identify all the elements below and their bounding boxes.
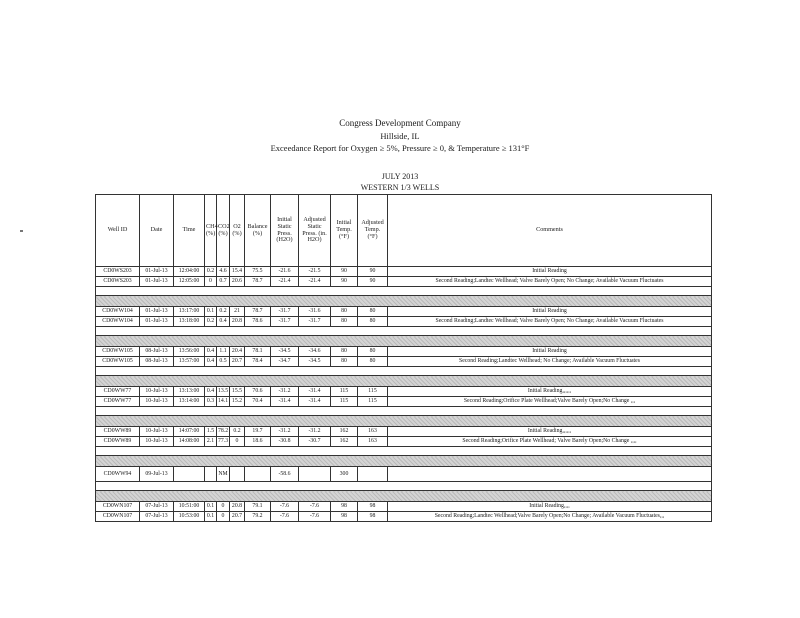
report-title: Exceedance Report for Oxygen ≥ 5%, Pressure ≥ 0, & Temperature ≥ 131°F — [270, 143, 530, 153]
adjusted-static-press-cell: -30.7 — [299, 437, 331, 447]
adjusted-static-press-cell: -31.4 — [299, 397, 331, 407]
o2-cell: 20.6 — [230, 277, 245, 287]
o2-cell: 20.7 — [230, 357, 245, 367]
well-id-cell: CD0WN107 — [96, 512, 140, 522]
adjusted-static-press-cell: -31.4 — [299, 387, 331, 397]
time-cell: 13:56:00 — [174, 347, 205, 357]
time-cell: 14:08:00 — [174, 437, 205, 447]
well-id-cell: CD0WW105 — [96, 347, 140, 357]
o2-cell: 15.2 — [230, 397, 245, 407]
well-id-cell: CD0WW77 — [96, 397, 140, 407]
blank-cell — [96, 367, 712, 376]
date-cell: 08-Jul-13 — [140, 357, 174, 367]
well-id-cell: CD0WW105 — [96, 357, 140, 367]
ch4-cell — [205, 467, 217, 482]
separator-row — [96, 491, 712, 502]
table-row — [96, 502, 712, 512]
comment-cell: Second Reading;Orifice Plate Wellhead;Valve Barely Open;No Change ,,, — [388, 397, 712, 407]
balance-cell: 70.6 — [245, 387, 271, 397]
col-header-ch4: CH4 (%) — [205, 195, 217, 267]
ch4-cell: 0.1 — [205, 502, 217, 512]
comment-cell: Initial Reading — [388, 347, 712, 357]
co2-cell: 0.2 — [217, 307, 230, 317]
balance-cell: 78.4 — [245, 357, 271, 367]
initial-temp-cell: 80 — [331, 357, 358, 367]
o2-cell: 0.2 — [230, 427, 245, 437]
comment-cell: Second Reading;Landtec Wellhead; No Change; Available Vacuum Fluctuates — [388, 357, 712, 367]
time-cell: 12:04:00 — [174, 267, 205, 277]
initial-static-press-cell: -31.4 — [271, 397, 299, 407]
initial-temp-cell: 90 — [331, 277, 358, 287]
initial-temp-cell: 80 — [331, 347, 358, 357]
ch4-cell: 0.1 — [205, 307, 217, 317]
co2-cell: NM — [217, 467, 230, 482]
initial-temp-cell: 80 — [331, 317, 358, 327]
separator-row — [96, 416, 712, 427]
o2-cell: 15.4 — [230, 267, 245, 277]
blank-row — [96, 482, 712, 491]
blank-row — [96, 367, 712, 376]
time-cell: 14:07:00 — [174, 427, 205, 437]
adjusted-temp-cell: 80 — [358, 357, 388, 367]
col-header-time: Time — [174, 195, 205, 267]
col-header-co2: CO2 (%) — [217, 195, 230, 267]
initial-static-press-cell: -31.7 — [271, 307, 299, 317]
balance-cell: 75.5 — [245, 267, 271, 277]
adjusted-temp-cell: 115 — [358, 387, 388, 397]
balance-cell: 18.6 — [245, 437, 271, 447]
comment-cell: Initial Reading,,,, — [388, 502, 712, 512]
blank-cell — [96, 327, 712, 336]
comment-cell: Initial Reading — [388, 307, 712, 317]
date-cell: 01-Jul-13 — [140, 267, 174, 277]
separator-cell — [96, 376, 712, 387]
separator-row — [96, 456, 712, 467]
time-cell: 10:51:00 — [174, 502, 205, 512]
date-cell: 10-Jul-13 — [140, 397, 174, 407]
co2-cell: 78.2 — [217, 427, 230, 437]
co2-cell: 0 — [217, 512, 230, 522]
well-id-cell: CD0WW77 — [96, 387, 140, 397]
adjusted-temp-cell: 80 — [358, 317, 388, 327]
comment-cell: Second Reading;Landtec Wellhead;Valve Barely Open;No Change; Available Vacuum Fluctuates,,, — [388, 512, 712, 522]
date-cell: 01-Jul-13 — [140, 307, 174, 317]
co2-cell: 14.1 — [217, 397, 230, 407]
ch4-cell: 0.4 — [205, 357, 217, 367]
initial-temp-cell: 80 — [331, 307, 358, 317]
separator-cell — [96, 491, 712, 502]
separator-cell — [96, 336, 712, 347]
co2-cell: 13.5 — [217, 387, 230, 397]
balance-cell: 79.2 — [245, 512, 271, 522]
col-header-adjusted-static-press: Adjusted Static Press. (in. H2O) — [299, 195, 331, 267]
ch4-cell: 0.4 — [205, 347, 217, 357]
report-period: JULY 2013 — [381, 172, 419, 181]
adjusted-temp-cell: 98 — [358, 502, 388, 512]
blank-row — [96, 447, 712, 456]
col-header-initial-static-press: Initial Static Press. (H2O) — [271, 195, 299, 267]
time-cell: 13:57:00 — [174, 357, 205, 367]
balance-cell: 78.1 — [245, 347, 271, 357]
section-title: WESTERN 1/3 WELLS — [360, 183, 440, 192]
adjusted-temp-cell — [358, 467, 388, 482]
co2-cell: 0.5 — [217, 357, 230, 367]
initial-temp-cell: 98 — [331, 512, 358, 522]
separator-cell — [96, 456, 712, 467]
well-id-cell: CD0WN107 — [96, 502, 140, 512]
date-cell: 10-Jul-13 — [140, 387, 174, 397]
adjusted-temp-cell: 163 — [358, 437, 388, 447]
separator-row — [96, 296, 712, 307]
date-cell: 08-Jul-13 — [140, 347, 174, 357]
date-cell: 09-Jul-13 — [140, 467, 174, 482]
co2-cell: 0.4 — [217, 317, 230, 327]
ch4-cell: 0.1 — [205, 512, 217, 522]
ch4-cell: 1.5 — [205, 427, 217, 437]
initial-static-press-cell: -31.2 — [271, 387, 299, 397]
comment-cell: Initial Reading,,,,,, — [388, 427, 712, 437]
date-cell: 01-Jul-13 — [140, 317, 174, 327]
initial-static-press-cell: -7.6 — [271, 502, 299, 512]
adjusted-static-press-cell: -7.6 — [299, 512, 331, 522]
adjusted-static-press-cell: -7.6 — [299, 502, 331, 512]
margin-mark — [20, 230, 23, 232]
adjusted-temp-cell: 90 — [358, 277, 388, 287]
balance-cell: 78.6 — [245, 317, 271, 327]
table-row — [96, 437, 712, 447]
co2-cell: 0 — [217, 502, 230, 512]
adjusted-static-press-cell: -21.5 — [299, 267, 331, 277]
initial-temp-cell: 115 — [331, 387, 358, 397]
time-cell: 12:05:00 — [174, 277, 205, 287]
o2-cell: 21 — [230, 307, 245, 317]
ch4-cell: 0.2 — [205, 317, 217, 327]
initial-temp-cell: 162 — [331, 427, 358, 437]
initial-static-press-cell: -31.2 — [271, 427, 299, 437]
adjusted-temp-cell: 98 — [358, 512, 388, 522]
co2-cell: 77.3 — [217, 437, 230, 447]
initial-static-press-cell: -30.8 — [271, 437, 299, 447]
table-body — [96, 267, 712, 522]
initial-static-press-cell: -34.5 — [271, 347, 299, 357]
blank-cell — [96, 482, 712, 491]
comment-cell: Initial Reading — [388, 267, 712, 277]
blank-row — [96, 287, 712, 296]
table-row — [96, 277, 712, 287]
balance-cell: 78.7 — [245, 307, 271, 317]
well-id-cell: CD0WW104 — [96, 317, 140, 327]
adjusted-static-press-cell: -31.6 — [299, 307, 331, 317]
o2-cell: 20.8 — [230, 502, 245, 512]
co2-cell: 4.6 — [217, 267, 230, 277]
adjusted-static-press-cell: -34.5 — [299, 357, 331, 367]
table-row — [96, 347, 712, 357]
adjusted-static-press-cell: -31.7 — [299, 317, 331, 327]
time-cell — [174, 467, 205, 482]
adjusted-static-press-cell — [299, 467, 331, 482]
blank-cell — [96, 407, 712, 416]
o2-cell: 20.7 — [230, 512, 245, 522]
date-cell: 07-Jul-13 — [140, 502, 174, 512]
separator-cell — [96, 416, 712, 427]
col-header-adjusted-temp: Adjusted Temp. (°F) — [358, 195, 388, 267]
co2-cell: 0.7 — [217, 277, 230, 287]
initial-static-press-cell: -31.7 — [271, 317, 299, 327]
initial-static-press-cell: -34.7 — [271, 357, 299, 367]
table-row — [96, 427, 712, 437]
adjusted-temp-cell: 163 — [358, 427, 388, 437]
col-header-date: Date — [140, 195, 174, 267]
blank-cell — [96, 287, 712, 296]
separator-row — [96, 336, 712, 347]
ch4-cell: 0.2 — [205, 267, 217, 277]
initial-static-press-cell: -7.6 — [271, 512, 299, 522]
time-cell: 13:13:00 — [174, 387, 205, 397]
adjusted-static-press-cell: -21.4 — [299, 277, 331, 287]
table-row — [96, 387, 712, 397]
co2-cell: 1.1 — [217, 347, 230, 357]
time-cell: 10:53:00 — [174, 512, 205, 522]
blank-row — [96, 407, 712, 416]
initial-temp-cell: 115 — [331, 397, 358, 407]
initial-static-press-cell: -21.6 — [271, 267, 299, 277]
balance-cell: 70.4 — [245, 397, 271, 407]
separator-cell — [96, 296, 712, 307]
col-header-o2: O2 (%) — [230, 195, 245, 267]
comment-cell — [388, 467, 712, 482]
comment-cell: Second Reading;Orifice Plate Wellhead; Valve Barely Open;No Change ,,,, — [388, 437, 712, 447]
well-id-cell: CD0WS203 — [96, 267, 140, 277]
ch4-cell: 2.1 — [205, 437, 217, 447]
table-row — [96, 267, 712, 277]
o2-cell — [230, 467, 245, 482]
adjusted-static-press-cell: -31.2 — [299, 427, 331, 437]
comment-cell: Second Reading;Landtec Wellhead; Valve Barely Open; No Change; Available Vacuum Fluctuates — [388, 317, 712, 327]
adjusted-temp-cell: 90 — [358, 267, 388, 277]
time-cell: 13:18:00 — [174, 317, 205, 327]
location: Hillside, IL — [380, 131, 420, 141]
date-cell: 07-Jul-13 — [140, 512, 174, 522]
col-header-balance: Balance (%) — [245, 195, 271, 267]
o2-cell: 20.4 — [230, 347, 245, 357]
table-row — [96, 307, 712, 317]
o2-cell: 15.5 — [230, 387, 245, 397]
initial-static-press-cell: -58.6 — [271, 467, 299, 482]
blank-cell — [96, 447, 712, 456]
separator-row — [96, 376, 712, 387]
col-header-well-id: Well ID — [96, 195, 140, 267]
table-row — [96, 317, 712, 327]
well-id-cell: CD0WW89 — [96, 427, 140, 437]
table-row — [96, 512, 712, 522]
well-id-cell: CD0WW89 — [96, 437, 140, 447]
balance-cell — [245, 467, 271, 482]
adjusted-temp-cell: 115 — [358, 397, 388, 407]
initial-static-press-cell: -21.4 — [271, 277, 299, 287]
col-header-initial-temp: Initial Temp. (°F) — [331, 195, 358, 267]
date-cell: 10-Jul-13 — [140, 437, 174, 447]
ch4-cell: 0 — [205, 277, 217, 287]
well-id-cell: CD0WS203 — [96, 277, 140, 287]
table-row — [96, 467, 712, 482]
initial-temp-cell: 90 — [331, 267, 358, 277]
time-cell: 13:14:00 — [174, 397, 205, 407]
company-name: Congress Development Company — [339, 118, 461, 128]
table-row — [96, 357, 712, 367]
well-id-cell: CD0WW104 — [96, 307, 140, 317]
comment-cell: Initial Reading,,,,,, — [388, 387, 712, 397]
o2-cell: 0 — [230, 437, 245, 447]
balance-cell: 79.1 — [245, 502, 271, 512]
exceedance-table — [95, 194, 712, 522]
col-header-comments: Comments — [388, 195, 712, 267]
ch4-cell: 0.3 — [205, 397, 217, 407]
comment-cell: Second Reading;Landtec Wellhead; Valve Barely Open; No Change; Available Vacuum Fluctuates — [388, 277, 712, 287]
adjusted-static-press-cell: -34.6 — [299, 347, 331, 357]
table-row — [96, 397, 712, 407]
o2-cell: 20.8 — [230, 317, 245, 327]
adjusted-temp-cell: 80 — [358, 347, 388, 357]
date-cell: 01-Jul-13 — [140, 277, 174, 287]
date-cell: 10-Jul-13 — [140, 427, 174, 437]
initial-temp-cell: 162 — [331, 437, 358, 447]
balance-cell: 19.7 — [245, 427, 271, 437]
well-id-cell: CD0WW94 — [96, 467, 140, 482]
table-header-row — [96, 195, 712, 267]
adjusted-temp-cell: 80 — [358, 307, 388, 317]
initial-temp-cell: 98 — [331, 502, 358, 512]
initial-temp-cell: 300 — [331, 467, 358, 482]
balance-cell: 78.7 — [245, 277, 271, 287]
ch4-cell: 0.4 — [205, 387, 217, 397]
time-cell: 13:17:00 — [174, 307, 205, 317]
blank-row — [96, 327, 712, 336]
